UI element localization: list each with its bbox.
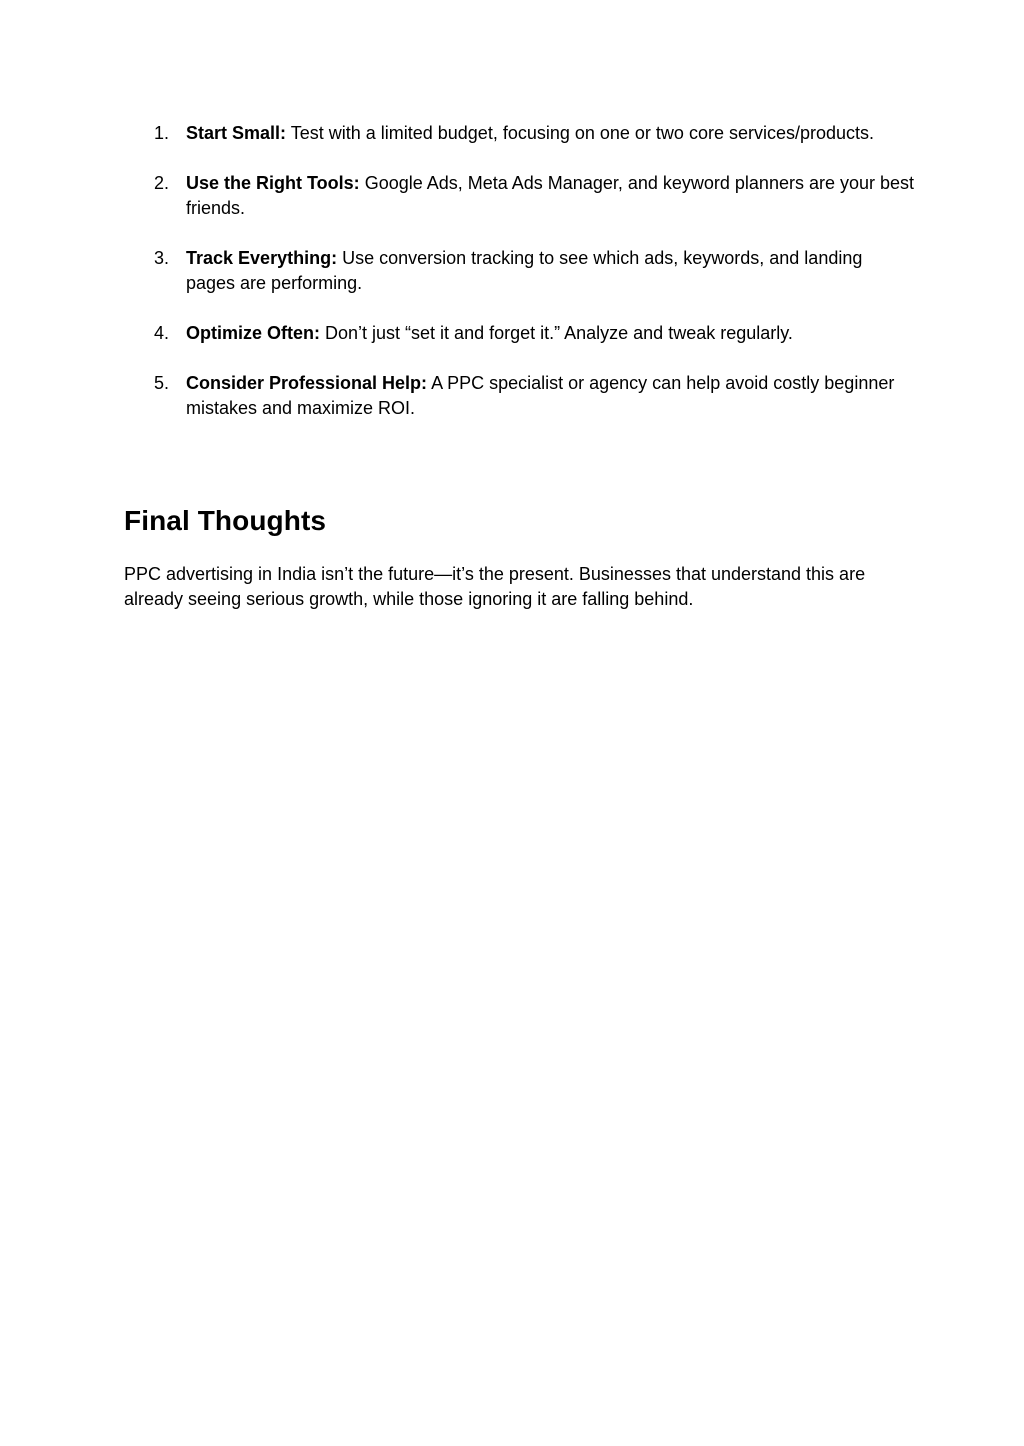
list-item-text: Use conversion tracking to see which ads, keywords, and landing pages are performing. bbox=[186, 248, 863, 293]
list-item-number: 2. bbox=[154, 173, 170, 193]
closing-paragraph: PPC advertising in India isn’t the future—it’s the present. Businesses that understand this are already seeing serious growth, while those ignoring it are falling behind. bbox=[124, 564, 866, 609]
list-item-title: Track Everything: bbox=[186, 248, 338, 268]
list-item-text: Google Ads, Meta Ads Manager, and keyword planners are your best friends. bbox=[186, 173, 915, 218]
list-item-title: Consider Professional Help: bbox=[186, 373, 428, 393]
list-item-text: Don’t just “set it and forget it.” Analyze and tweak regularly. bbox=[325, 323, 793, 343]
list-item-number: 1. bbox=[154, 123, 170, 143]
list-item-number: 5. bbox=[154, 373, 170, 393]
list-item-title: Use the Right Tools: bbox=[186, 173, 360, 193]
section-heading: Final Thoughts bbox=[124, 505, 327, 536]
list-item-text: A PPC specialist or agency can help avoid costly beginner mistakes and maximize ROI. bbox=[186, 373, 895, 418]
list-item-text: Test with a limited budget, focusing on one or two core services/products. bbox=[290, 123, 875, 143]
list-item bbox=[124, 171, 914, 221]
tips-list bbox=[124, 121, 914, 446]
list-item bbox=[124, 121, 914, 146]
list-item-number: 4. bbox=[154, 323, 170, 343]
list-item bbox=[124, 321, 914, 346]
list-item-title: Start Small: bbox=[186, 123, 287, 143]
list-item-title: Optimize Often: bbox=[186, 323, 320, 343]
list-item-number: 3. bbox=[154, 248, 170, 268]
list-item bbox=[124, 371, 914, 421]
list-item bbox=[124, 246, 914, 296]
